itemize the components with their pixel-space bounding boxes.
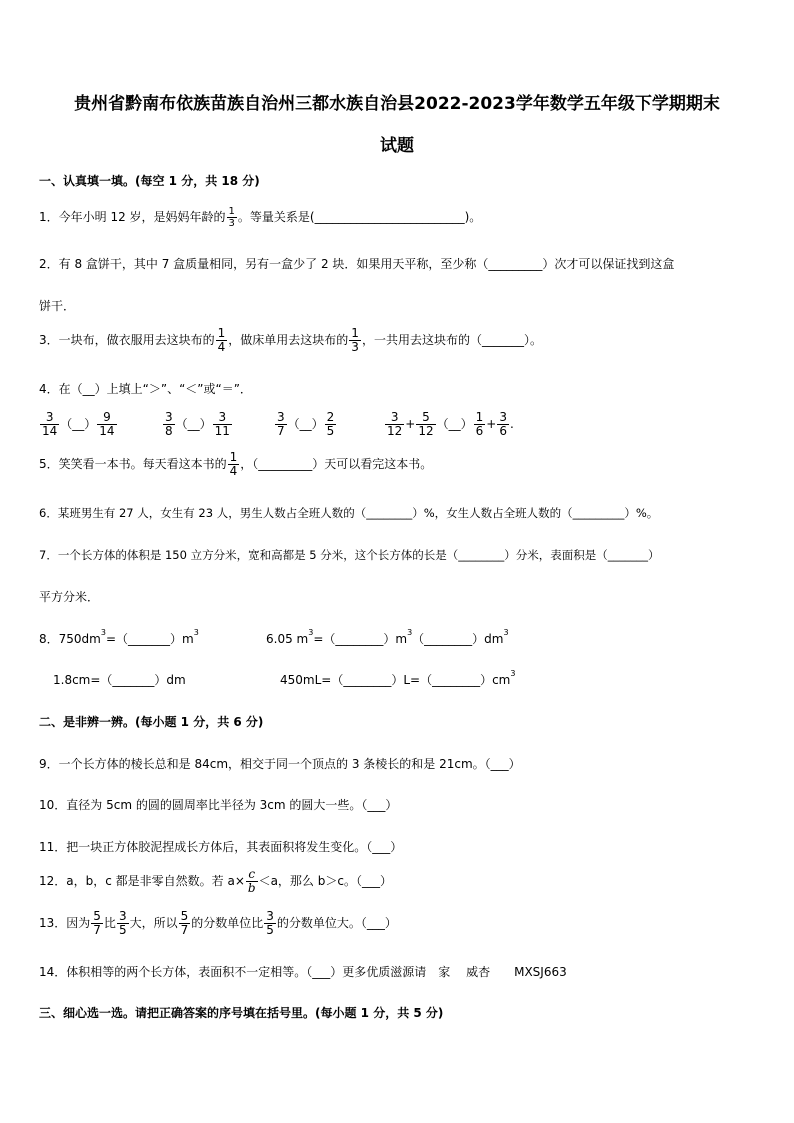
fraction: $\frac{1}{4}$ [217, 326, 226, 355]
section-2-heading: 二、是非辨一辨。(每小题 1 分，共 6 分) [39, 715, 264, 729]
question-4-item-a: $\frac{3}{14}$ （__） $\frac{9}{14}$ [42, 410, 115, 439]
question-14: 14．体积相等的两个长方体，表面积不一定相等。（___）更多优质滋源请 家 威杏 MXSJ663 [39, 965, 567, 979]
page-title: 贵州省黔南布依族苗族自治州三都水族自治县2022-2023学年数学五年级下学期期末 [74, 94, 720, 114]
question-12: 12．a，b，c 都是非零自然数。若 a× $\frac{c}{b}$ ＜a，那么 b＞c。（___） [39, 867, 392, 896]
question-7-cont: 平方分米． [39, 590, 100, 604]
section-1-heading: 一、认真填一填。(每空 1 分，共 18 分) [39, 174, 260, 188]
question-10: 10．直径为 5cm 的圆的圆周率比半径为 3cm 的圆大一些。（___） [39, 798, 398, 812]
question-2: 2．有 8 盒饼干，其中 7 盒质量相同，另有一盒少了 2 块．如果用天平称，至少称（_________）次才可以保证找到这盒 [39, 257, 675, 271]
question-9: 9．一个长方体的棱长总和是 84cm，相交于同一个顶点的 3 条棱长的和是 21cm。（___） [39, 757, 521, 771]
question-4-item-b: $\frac{3}{8}$ （__） $\frac{3}{11}$ [165, 410, 230, 439]
question-8-d: $450mL=(\_\_\_\_\_\_\_\_)L=(\_\_\_\_\_\_\_\_)cm^3$ [280, 669, 516, 687]
question-11: 11．把一块正方体胶泥捏成长方体后，其表面积将发生变化。（___） [39, 840, 403, 854]
question-2-cont: 饼干． [39, 299, 76, 313]
question-6: 6．某班男生有 27 人，女生有 23 人，男生人数占全班人数的（________）%，女生人数占全班人数的（_________）%。 [39, 506, 659, 520]
question-1: 1．今年小明 12 岁，是妈妈年龄的 $\frac{1}{3}$ 。等量关系是(_________________________)。 [39, 206, 482, 229]
fraction: $\frac{1}{3}$ [228, 206, 235, 229]
page-title-line2: 试题 [380, 136, 414, 156]
fraction: $\frac{1}{4}$ [229, 450, 238, 479]
question-4-item-c: $\frac{3}{7}$ （__） $\frac{2}{5}$ [277, 410, 335, 439]
question-4-item-d: $\frac{3}{12}$ + $\frac{5}{12}$ （__） $\frac{1}{6}$ + $\frac{3}{6}$ . [387, 410, 514, 439]
question-7: 7．一个长方体的体积是 150 立方分米，宽和高都是 5 分米，这个长方体的长是（________）分米，表面积是（_______） [39, 548, 660, 562]
question-13: 13．因为 $\frac{5}{7}$ 比 $\frac{3}{5}$ 大，所以 $\frac{5}{7}$ 的分数单位比 $\frac{3}{5}$ 的分数单位大。（___） [39, 909, 397, 938]
question-4: 4．在（__）上填上“＞”、“＜”或“＝”． [39, 382, 252, 396]
section-3-heading: 三、细心选一选。请把正确答案的序号填在括号里。(每小题 1 分，共 5 分) [39, 1006, 444, 1020]
question-3: 3．一块布，做衣服用去这块布的 $\frac{1}{4}$ ，做床单用去这块布的 $\frac{1}{3}$ ，一共用去这块布的（_______）。 [39, 326, 542, 355]
fraction: $\frac{1}{3}$ [351, 326, 359, 355]
question-8-c: 1.8cm=（_______）dm [53, 673, 186, 687]
question-8-b: 6.05 $m^3=(\_\_\_\_\_\_\_\_)m^3(\_\_\_\_\_\_\_\_)dm^3$ [266, 628, 509, 646]
question-8-a: 8．$750dm^3=(\_\_\_\_\_\_\_)m^3$ [39, 628, 199, 646]
fraction: $\frac{c}{b}$ [247, 867, 256, 896]
question-5: 5．笑笑看一本书。每天看这本书的 $\frac{1}{4}$ ，（_________）天可以看完这本书。 [39, 450, 433, 479]
